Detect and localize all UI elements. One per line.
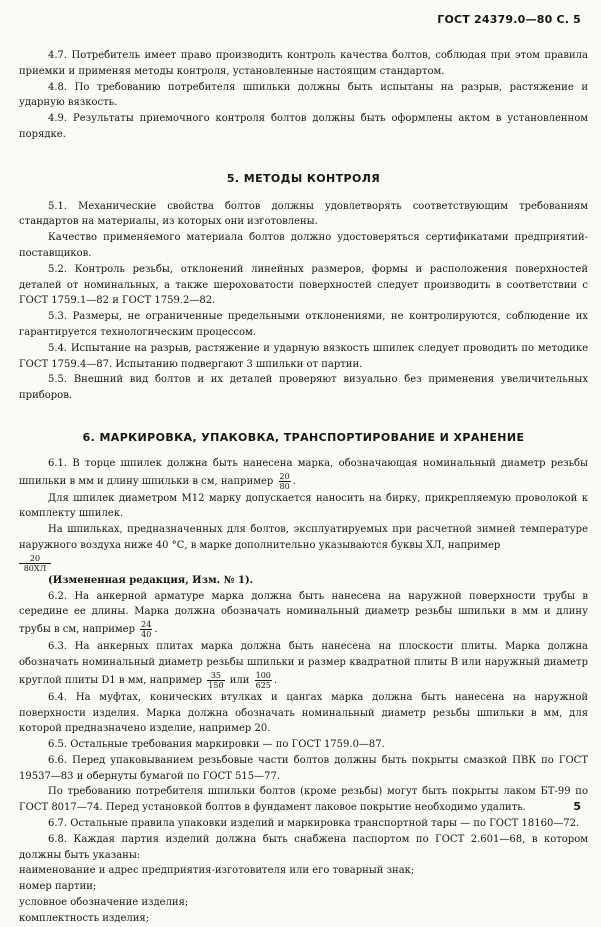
fraction-denominator: 150	[208, 680, 224, 690]
running-head: ГОСТ 24379.0—80 С. 5	[437, 13, 581, 26]
fraction-numerator: 24	[141, 620, 152, 630]
fraction-numerator: 35	[207, 671, 224, 681]
paragraph-6-6: 6.6. Перед упаковыванием резьбовые части болтов должны быть покрыты смазкой ПВК по ГОСТ 19537—83 и обернуты бумагой по ГОСТ 515—77.	[19, 754, 588, 782]
or-word: или	[229, 674, 250, 686]
pipe-mark-fraction	[140, 620, 152, 639]
fraction-numerator: 100	[255, 670, 271, 680]
fraction-numerator: 20	[19, 554, 51, 564]
paragraph-6-6-b: По требованию потребителя шпильки болтов (кроме резьбы) могут быть покрыты лаком БТ-99 по ГОСТ 8017—74. Перед установкой болтов в фундамент лаковое покрытие необходимо удалить.	[19, 786, 588, 814]
list-item: наименование и адрес предприятия-изготовителя или его товарный знак;	[19, 865, 415, 877]
mark-example-fraction	[279, 472, 291, 491]
paragraph-4-7: 4.7. Потребитель имеет право производить контроль качества болтов, соблюдая при этом правила приемки и применяя методы контроля, установленные настоящим стандартом.	[19, 50, 588, 77]
paragraph-6-1-c: На шпильках, предназначенных для болтов, эксплуатируемых при расчетной зимней температуре наружного воздуха ниже 40 °С, в марке дополнительно указываются буквы ХЛ, например	[19, 524, 588, 551]
paragraph-4-9: 4.9. Результаты приемочного контроля болтов должны быть оформлены актом в установленном порядке.	[19, 113, 588, 140]
list-item: комплектность изделия;	[19, 912, 150, 924]
paragraph-5-4: 5.4. Испытание на разрыв, растяжение и ударную вязкость шпилек следует проводить по методике ГОСТ 1759.4—87. Испытанию подвергают 3 шпильки от партии.	[19, 342, 588, 370]
paragraph-5-2: 5.2. Контроль резьбы, отклонений линейных размеров, формы и расположения поверхностей деталей от номинальных, а также шероховатости поверхностей следует производить в соответствии с ГОСТ 1759.1—82 и ГОСТ 1759.2—82.	[19, 263, 588, 307]
paragraph-6-3-text: 6.3. На анкерных плитах марка должна быть нанесена на плоскости плиты. Марка должна обозначать номинальный диаметр резьбы шпильки и размер квадратной плиты B или наружный диаметр круглой плиты D1 в мм, например	[19, 641, 588, 686]
paragraph-6-7: 6.7. Остальные правила упаковки изделий и маркировка транспортной тары — по ГОСТ 18160—72.	[48, 818, 580, 830]
paragraph-6-2-text: 6.2. На анкерной арматуре марка должна быть нанесена на наружной поверхности трубы в середине ее длины. Марка должна обозначать номинальный диаметр резьбы шпильки в мм и длину трубы в см, например	[19, 590, 588, 636]
paragraph-6-1: 6.1. В торце шпилек должна быть нанесена марка, обозначающая номинальный диаметр резьбы шпильки в мм и длину шпильки в см, например $\frac{20}{80}$ .	[19, 457, 588, 491]
fraction-numerator: 20	[279, 471, 290, 481]
paragraph-6-2: 6.2. На анкерной арматуре марка должна быть нанесена на наружной поверхности трубы в середине ее длины. Марка должна обозначать номинальный диаметр резьбы шпильки в мм и длину трубы в см, например $\frac{24}{40}$ .	[19, 590, 588, 640]
page-number: 5	[573, 800, 581, 813]
square-plate-fraction	[207, 671, 224, 690]
paragraph-6-5: 6.5. Остальные требования маркировки — по ГОСТ 1759.0—87.	[48, 739, 385, 751]
paragraph-6-8: 6.8. Каждая партия изделий должна быть снабжена паспортом по ГОСТ 2.601—68, в котором должны быть указаны:	[19, 833, 588, 861]
paragraph-5-1: 5.1. Механические свойства болтов должны удовлетворять соответствующим требованиям стандартов на материалы, из которых они изготовлены.	[19, 200, 588, 228]
paragraph-6-1-b: Для шпилек диаметром М12 марку допускается наносить на бирку, прикрепляемую проволокой к комплекту шпилек.	[19, 492, 588, 520]
section-6-title: 6. МАРКИРОВКА, УПАКОВКА, ТРАНСПОРТИРОВАНИЕ И ХРАНЕНИЕ	[82, 430, 525, 444]
paragraph-5-5: 5.5. Внешний вид болтов и их деталей проверяют визуально без применения увеличительных приборов.	[19, 374, 588, 402]
change-note: (Измененная редакция, Изм. № 1).	[48, 574, 254, 586]
list-item: условное обозначение изделия;	[19, 897, 189, 909]
fraction-denominator: 80ХЛ	[23, 563, 47, 573]
paragraph-6-1-text: 6.1. В торце шпилек должна быть нанесена марка, обозначающая номинальный диаметр резьбы шпильки в мм и длину шпильки в см, например	[19, 457, 588, 487]
page-content	[19, 48, 588, 927]
list-item: номер партии;	[19, 881, 97, 893]
section-5-title: 5. МЕТОДЫ КОНТРОЛЯ	[226, 171, 381, 185]
round-plate-fraction	[255, 671, 272, 690]
paragraph-6-3: 6.3. На анкерных плитах марка должна быть нанесена на плоскости плиты. Марка должна обозначать номинальный диаметр резьбы шпильки и размер квадратной плиты B или наружный диаметр круглой плиты D1 в мм, например $\frac{35}{150}$ или $\frac{100}{625}$ .	[19, 641, 588, 690]
mark-example-hl-fraction	[19, 554, 51, 573]
fraction-denominator: 40	[141, 630, 152, 640]
paragraph-5-3: 5.3. Размеры, не ограниченные предельными отклонениями, не контролируются, соблюдение их гарантируется технологическим процессом.	[19, 311, 588, 338]
fraction-denominator: 625	[255, 680, 271, 690]
paragraph-5-1-b: Качество применяемого материала болтов должно удостоверяться сертификатами предприятий-поставщиков.	[19, 232, 588, 259]
fraction-denominator: 80	[279, 481, 290, 491]
paragraph-6-4: 6.4. На муфтах, конических втулках и цангах марка должна быть нанесена на наружной поверхности изделия. Марка должна обозначать номинальный диаметр резьбы шпильки в мм, для которой предназначено изделие, например 20.	[19, 691, 588, 735]
paragraph-4-8: 4.8. По требованию потребителя шпильки должны быть испытаны на разрыв, растяжение и ударную вязкость.	[19, 81, 588, 109]
